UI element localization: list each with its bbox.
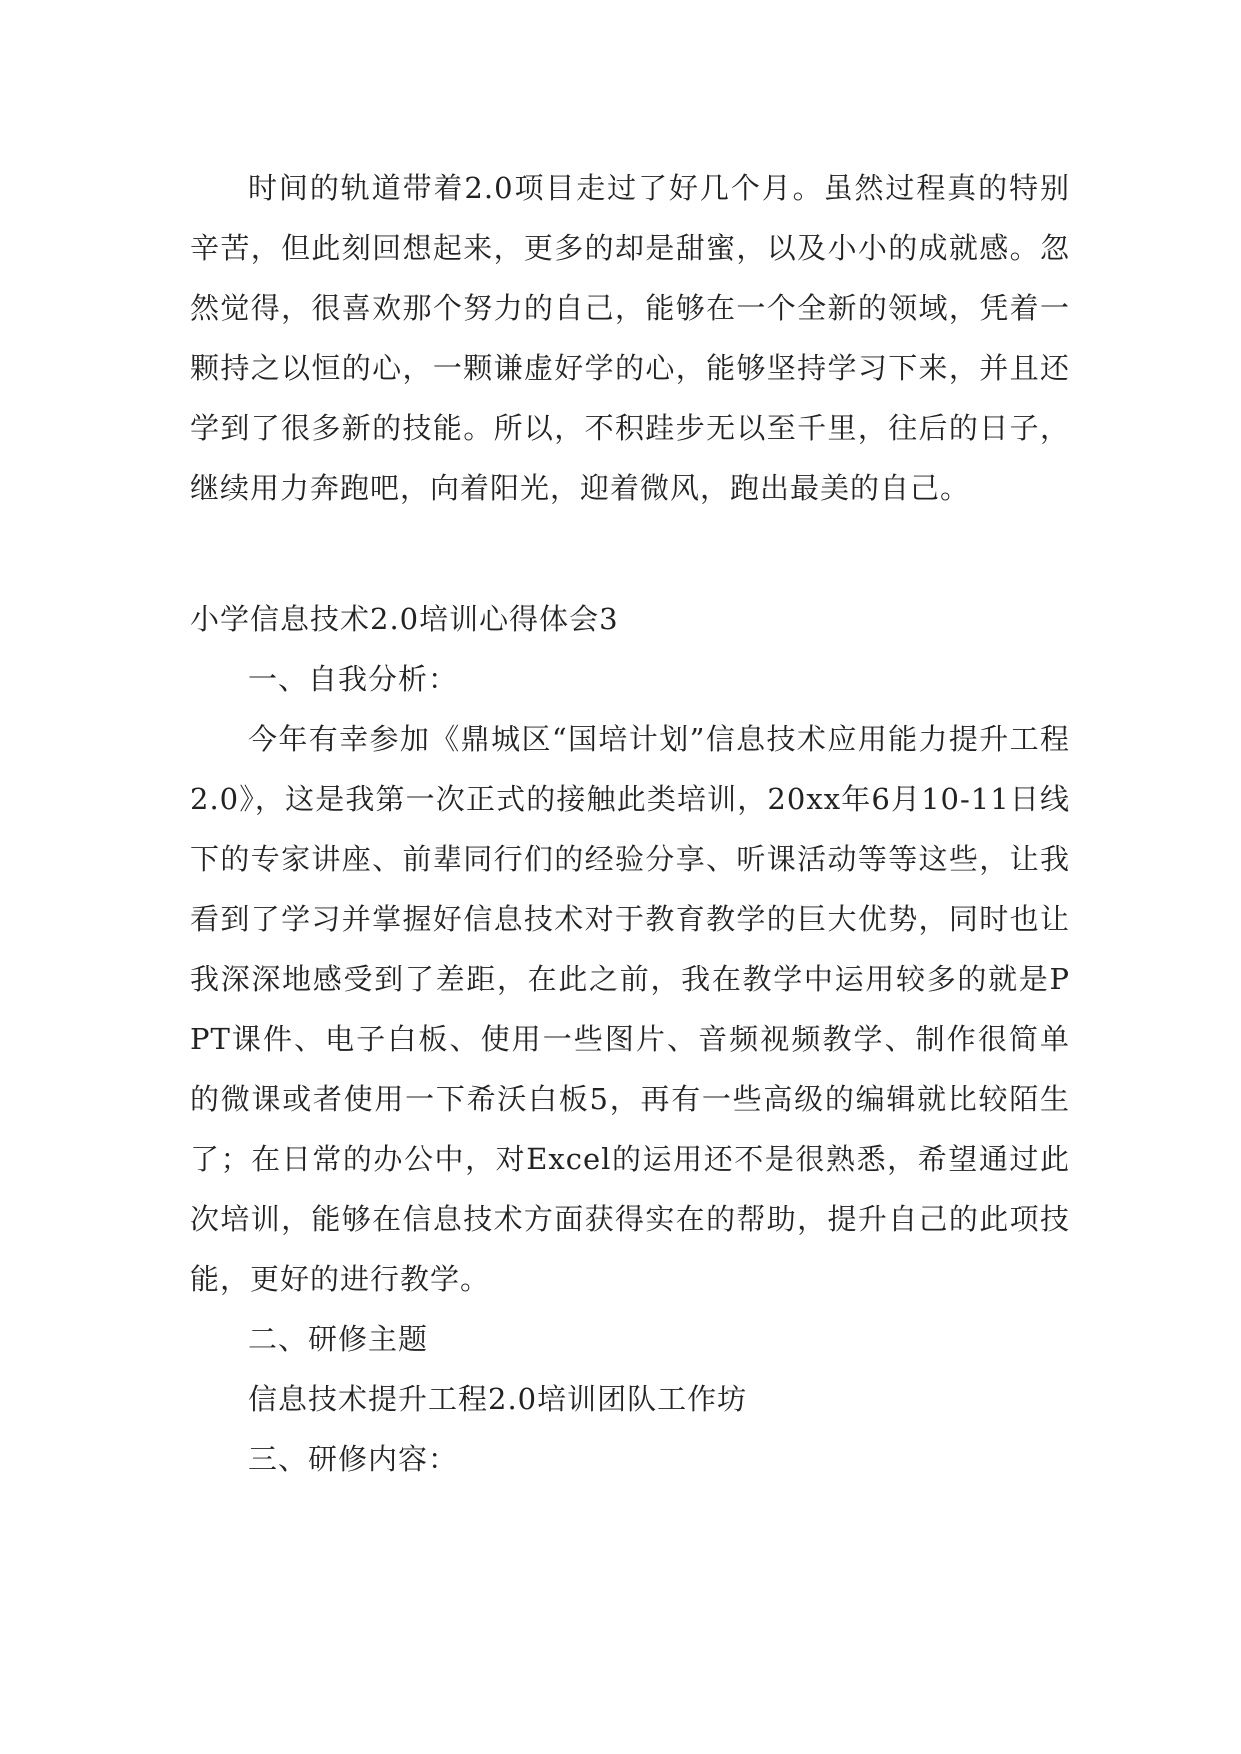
heading-self-analysis: 一、自我分析： bbox=[248, 662, 459, 696]
heading-study-topic: 二、研修主题 bbox=[248, 1322, 429, 1356]
paragraph-self-analysis: 今年有幸参加《鼎城区“国培计划”信息技术应用能力提升工程2.0》，这是我第一次正式的接触此类培训，20xx年6月10-11日线下的专家讲座、前辈同行们的经验分享、听课活动等等这些，让我看到了学习并掌握好信息技术对于教育教学的巨大优势，同时也让我深深地感受到了差距，在此之前，我在教学中运用较多的就是PPT课件、电子白板、使用一些图片、音频视频教学、制作很简单的微课或者使用一下希沃白板5，再有一些高级的编辑就比较陌生了；在日常的办公中，对Excel的运用还不是很熟悉，希望通过此次培训，能够在信息技术方面获得实在的帮助，提升自己的此项技能，更好的进行教学。 bbox=[190, 722, 1070, 1296]
study-topic-text: 信息技术提升工程2.0培训团队工作坊 bbox=[248, 1382, 748, 1416]
heading-study-content: 三、研修内容： bbox=[248, 1442, 459, 1476]
document-body bbox=[190, 158, 1070, 1489]
section-title: 小学信息技术2.0培训心得体会3 bbox=[190, 602, 619, 636]
paragraph-gap bbox=[190, 518, 1070, 589]
paragraph-reflection: 时间的轨道带着2.0项目走过了好几个月。虽然过程真的特别辛苦，但此刻回想起来，更多的却是甜蜜，以及小小的成就感。忽然觉得，很喜欢那个努力的自己，能够在一个全新的领域，凭着一颗持之以恒的心，一颗谦虚好学的心，能够坚持学习下来，并且还学到了很多新的技能。所以，不积跬步无以至千里，往后的日子，继续用力奔跑吧，向着阳光，迎着微风，跑出最美的自己。 bbox=[190, 171, 1070, 505]
